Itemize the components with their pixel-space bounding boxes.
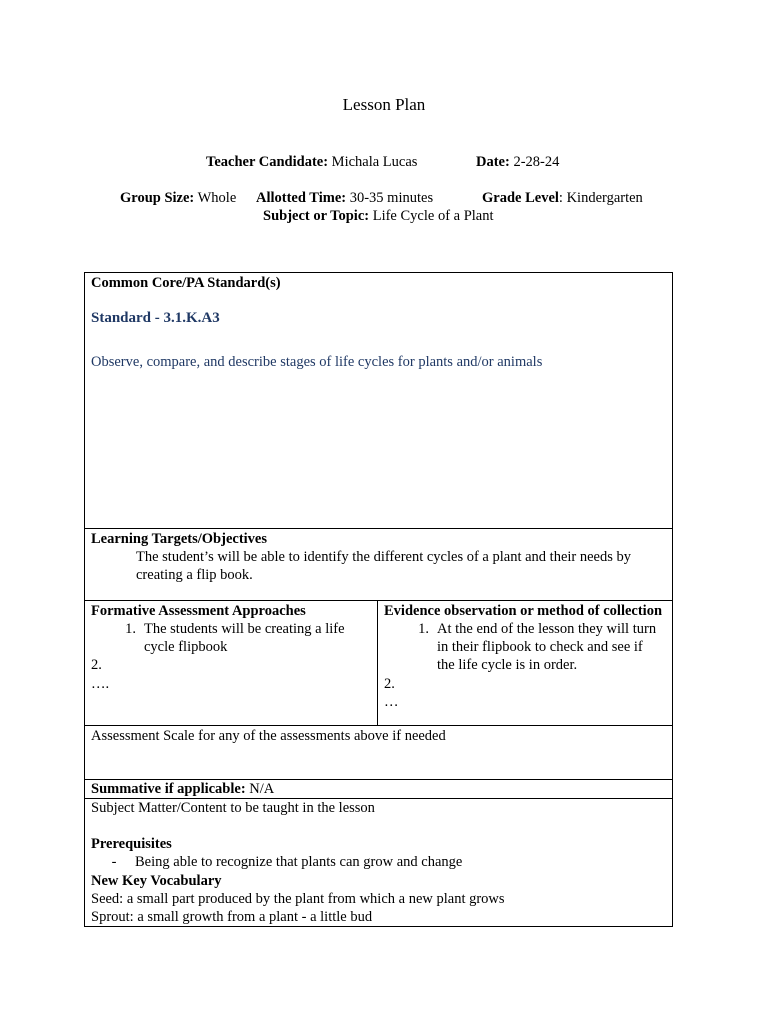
content-cell bbox=[85, 799, 673, 927]
date-value: 2-28-24 bbox=[513, 154, 560, 170]
evidence-item-1 bbox=[384, 620, 666, 674]
page-title: Lesson Plan bbox=[342, 95, 426, 114]
prerequisite-bullet: - bbox=[111, 854, 117, 871]
summative-label: Summative if applicable: bbox=[91, 781, 246, 797]
prerequisites-heading: Prerequisites bbox=[91, 836, 172, 853]
prerequisite-text: Being able to recognize that plants can grow and change bbox=[135, 854, 463, 871]
group-size-value: Whole bbox=[197, 190, 237, 206]
subject-value: Life Cycle of a Plant bbox=[372, 208, 494, 224]
subject-label: Subject or Topic: bbox=[263, 208, 370, 224]
vocabulary-seed: Seed: a small part produced by the plant from which a new plant grows bbox=[91, 890, 505, 907]
allotted-time-value: 30-35 minutes bbox=[349, 190, 434, 206]
group-size-line bbox=[120, 189, 236, 207]
objectives-cell bbox=[85, 529, 673, 601]
formative-item-2: 2. bbox=[91, 657, 102, 674]
teacher-value: Michala Lucas bbox=[331, 154, 418, 170]
grade-level-value: : Kindergarten bbox=[558, 190, 643, 206]
vocabulary-heading: New Key Vocabulary bbox=[91, 872, 222, 889]
objectives-heading: Learning Targets/Objectives bbox=[91, 531, 268, 547]
objectives-text: The student’s will be able to identify the different cycles of a plant and their needs by creating a flip book. bbox=[136, 549, 631, 584]
evidence-cell bbox=[378, 601, 673, 726]
subject-matter-text: Subject Matter/Content to be taught in the lesson bbox=[91, 800, 375, 817]
standards-cell bbox=[85, 273, 673, 529]
formative-item-1-number: 1. bbox=[125, 621, 136, 638]
allotted-time-line bbox=[256, 189, 433, 207]
teacher-label: Teacher Candidate: bbox=[206, 154, 329, 170]
grade-level-label: Grade Level bbox=[482, 190, 559, 206]
standards-heading: Common Core/PA Standard(s) bbox=[91, 275, 281, 291]
subject-line bbox=[263, 207, 494, 225]
formative-heading: Formative Assessment Approaches bbox=[91, 603, 306, 619]
evidence-heading: Evidence observation or method of collection bbox=[384, 603, 663, 619]
date-line bbox=[476, 153, 559, 171]
assessment-scale-cell bbox=[85, 726, 673, 780]
date-label: Date: bbox=[476, 154, 510, 170]
assessment-scale-text: Assessment Scale for any of the assessments above if needed bbox=[91, 728, 446, 744]
prerequisite-item bbox=[91, 853, 666, 871]
evidence-item-2: 2. bbox=[384, 675, 395, 692]
summative-value: N/A bbox=[249, 781, 275, 797]
evidence-item-1-number: 1. bbox=[418, 621, 429, 638]
evidence-item-1-text: At the end of the lesson they will turn in their flipbook to check and see if the life cycle is in order. bbox=[437, 621, 657, 674]
group-size-label: Group Size: bbox=[120, 190, 195, 206]
evidence-item-3: … bbox=[384, 693, 399, 710]
formative-item-3: …. bbox=[91, 675, 110, 692]
vocabulary-sprout: Sprout: a small growth from a plant - a little bud bbox=[91, 908, 373, 925]
allotted-time-label: Allotted Time: bbox=[256, 190, 347, 206]
lesson-plan-table bbox=[84, 272, 673, 927]
grade-level-line bbox=[482, 189, 643, 207]
teacher-candidate-line bbox=[206, 153, 417, 171]
standard-text: Observe, compare, and describe stages of life cycles for plants and/or animals bbox=[91, 353, 543, 370]
formative-cell bbox=[85, 601, 378, 726]
summative-cell bbox=[85, 780, 673, 799]
standard-code: Standard - 3.1.K.A3 bbox=[91, 310, 220, 327]
formative-item-1-text: The students will be creating a life cycle flipbook bbox=[144, 621, 345, 656]
formative-item-1 bbox=[91, 620, 371, 656]
